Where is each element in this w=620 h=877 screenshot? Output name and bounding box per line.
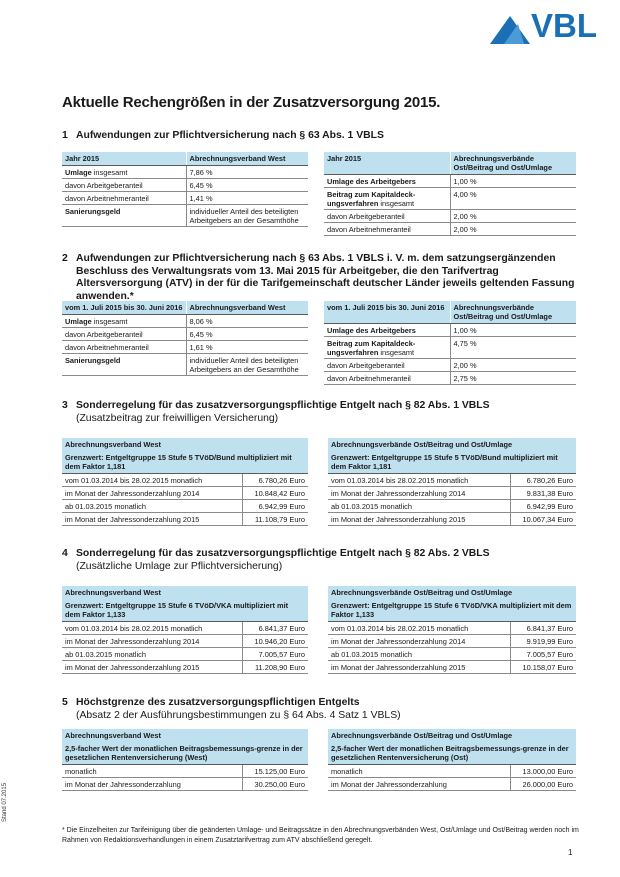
s5-ost-table [328,729,576,791]
table-row: monatlich 13.000,00 Euro [328,765,576,778]
table-row: davon Arbeitnehmeranteil 1,61 % [62,341,308,354]
page-title: Aktuelle Rechengrößen in der Zusatzversorgung 2015. [62,94,441,111]
s4-ost-h2: Grenzwert: Entgeltgruppe 15 Stufe 6 TVöD/VKA multipliziert mit dem Faktor 1,133 [328,599,576,622]
stand-date: Stand 07.2015 [2,782,8,822]
s2-ost-table [324,301,576,385]
section-4-heading: 4 Sonderregelung für das zusatzversorgungspflichtige Entgelt nach § 82 Abs. 2 VBLS (Zusätzliche Umlage zur Pflichtversicherung) [62,548,582,573]
s3-west-h1: Abrechnungsverband West [62,438,308,451]
s5-ost-h1: Abrechnungsverbände Ost/Beitrag und Ost/Umlage [328,729,576,742]
table-row: davon Arbeitgeberanteil 2,00 % [324,359,576,372]
table-row: im Monat der Jahressonderzahlung 2014 10.848,42 Euro [62,487,308,500]
table-row: monatlich 15.125,00 Euro [62,765,308,778]
s1-west-table [62,152,308,227]
s1-ost-h2: Abrechnungsverbände Ost/Beitrag und Ost/Umlage [450,152,576,175]
s5-west-h1: Abrechnungsverband West [62,729,308,742]
s2-west-table [62,301,308,376]
table-row: im Monat der Jahressonderzahlung 2015 10.158,07 Euro [328,661,576,674]
section-5-subtitle: (Absatz 2 der Ausführungsbestimmungen zu § 64 Abs. 4 Satz 1 VBLS) [76,709,401,721]
table-row: davon Arbeitgeberanteil 6,45 % [62,328,308,341]
s3-ost-table [328,438,576,526]
s4-ost-h1: Abrechnungsverbände Ost/Beitrag und Ost/Umlage [328,586,576,599]
s3-ost-h2: Grenzwert: Entgeltgruppe 15 Stufe 5 TVöD/Bund multipliziert mit dem Faktor 1,181 [328,451,576,474]
s5-west-table [62,729,308,791]
table-row: Umlage des Arbeitgebers 1,00 % [324,175,576,188]
table-row: im Monat der Jahressonderzahlung 2015 11.208,90 Euro [62,661,308,674]
table-row: Umlage insgesamt 7,86 % [62,166,308,179]
table-row: vom 01.03.2014 bis 28.02.2015 monatlich 6.841,37 Euro [328,622,576,635]
s3-west-table [62,438,308,526]
table-row: Sanierungsgeld individueller Anteil des beteiligten Arbeitgebers an der Gesamthöhe [62,354,308,376]
table-row: im Monat der Jahressonderzahlung 2014 9.831,38 Euro [328,487,576,500]
section-5-heading: 5 Höchstgrenze des zusatzversorgungspflichtigen Entgelts (Absatz 2 der Ausführungsbestimmungen zu § 64 Abs. 4 Satz 1 VBLS) [62,697,582,722]
table-row: im Monat der Jahressonderzahlung 26.000,00 Euro [328,778,576,791]
table-row: im Monat der Jahressonderzahlung 2015 11.108,79 Euro [62,513,308,526]
section-4-subtitle: (Zusätzliche Umlage zur Pflichtversicherung) [76,560,283,572]
table-row: Umlage des Arbeitgebers 1,00 % [324,324,576,337]
table-row: Beitrag zum Kapitaldeck-ungsverfahren insgesamt 4,00 % [324,188,576,210]
table-row: im Monat der Jahressonderzahlung 30.250,00 Euro [62,778,308,791]
table-row: ab 01.03.2015 monatlich 7.005,57 Euro [62,648,308,661]
table-row: ab 01.03.2015 monatlich 7.005,57 Euro [328,648,576,661]
s2-west-h2: Abrechnungsverband West [186,301,308,315]
s5-west-h2: 2,5-facher Wert der monatlichen Beitragsbemessungs-grenze in der gesetzlichen Rentenversicherung (West) [62,742,308,765]
table-row: vom 01.03.2014 bis 28.02.2015 monatlich 6.841,37 Euro [62,622,308,635]
table-row: Beitrag zum Kapitaldeck-ungsverfahren insgesamt 4,75 % [324,337,576,359]
table-row: ab 01.03.2015 monatlich 6.942,99 Euro [328,500,576,513]
section-3-subtitle: (Zusatzbeitrag zur freiwilligen Versicherung) [76,412,279,424]
table-row: Sanierungsgeld individueller Anteil des beteiligten Arbeitgebers an der Gesamthöhe [62,205,308,227]
table-row: davon Arbeitnehmeranteil 2,75 % [324,372,576,385]
table-row: vom 01.03.2014 bis 28.02.2015 monatlich 6.780,26 Euro [62,474,308,487]
table-row: davon Arbeitgeberanteil 2,00 % [324,210,576,223]
table-row: ab 01.03.2015 monatlich 6.942,99 Euro [62,500,308,513]
s4-west-h1: Abrechnungsverband West [62,586,308,599]
s4-ost-table [328,586,576,674]
vbl-logo-text: VBL [531,7,597,44]
table-row: Umlage insgesamt 8,06 % [62,315,308,328]
section-2-heading: 2 Aufwendungen zur Pflichtversicherung nach § 63 Abs. 1 VBLS i. V. m. dem satzungsergänzenden Beschluss des Verwaltungsrats vom 13. Mai 2015 für Arbeitgeber, die den Tarifvertrag Altersversorgung (ATV) in der für die Tarifgemeinschaft deutscher Länder jeweils geltenden Fassung anwenden.* [62,253,575,302]
s3-west-h2: Grenzwert: Entgeltgruppe 15 Stufe 5 TVöD/Bund multipliziert mit dem Faktor 1,181 [62,451,308,474]
s4-west-table [62,586,308,674]
table-row: im Monat der Jahressonderzahlung 2014 10.946,20 Euro [62,635,308,648]
table-row: im Monat der Jahressonderzahlung 2014 9.919,99 Euro [328,635,576,648]
footnote: * Die Einzelheiten zur Tarifeinigung über die geänderten Umlage- und Beitragssätze in den Abrechnungsverbänden West, Ost/Umlage und Ost/Beitrag werden noch im Rahmen von Redaktionsverhandlungen in einem Zusatztarifvertrag zum ATV abschließend geregelt. [62,827,579,844]
table-row: davon Arbeitgeberanteil 6,45 % [62,179,308,192]
section-1-heading: 1 Aufwendungen zur Pflichtversicherung nach § 63 Abs. 1 VBLS [62,130,384,141]
table-row: im Monat der Jahressonderzahlung 2015 10.067,34 Euro [328,513,576,526]
s4-west-h2: Grenzwert: Entgeltgruppe 15 Stufe 6 TVöD/VKA multipliziert mit dem Faktor 1,133 [62,599,308,622]
s3-ost-h1: Abrechnungsverbände Ost/Beitrag und Ost/Umlage [328,438,576,451]
s2-ost-h2: Abrechnungsverbände Ost/Beitrag und Ost/Umlage [450,301,576,324]
table-row: davon Arbeitnehmeranteil 1,41 % [62,192,308,205]
s1-ost-table [324,152,576,236]
table-row: davon Arbeitnehmeranteil 2,00 % [324,223,576,236]
s1-west-h1: Jahr 2015 [62,152,186,166]
s2-ost-h1: vom 1. Juli 2015 bis 30. Juni 2016 [324,301,450,324]
page-number: 1 [568,848,573,857]
s2-west-h1: vom 1. Juli 2015 bis 30. Juni 2016 [62,301,186,315]
section-3-heading: 3 Sonderregelung für das zusatzversorgungspflichtige Entgelt nach § 82 Abs. 1 VBLS (Zusatzbeitrag zur freiwilligen Versicherung) [62,400,582,425]
table-row: vom 01.03.2014 bis 28.02.2015 monatlich 6.780,26 Euro [328,474,576,487]
s5-ost-h2: 2,5-facher Wert der monatlichen Beitragsbemessungs-grenze in der gesetzlichen Rentenversicherung (Ost) [328,742,576,765]
s1-west-h2: Abrechnungsverband West [186,152,308,166]
s1-ost-h1: Jahr 2015 [324,152,450,175]
